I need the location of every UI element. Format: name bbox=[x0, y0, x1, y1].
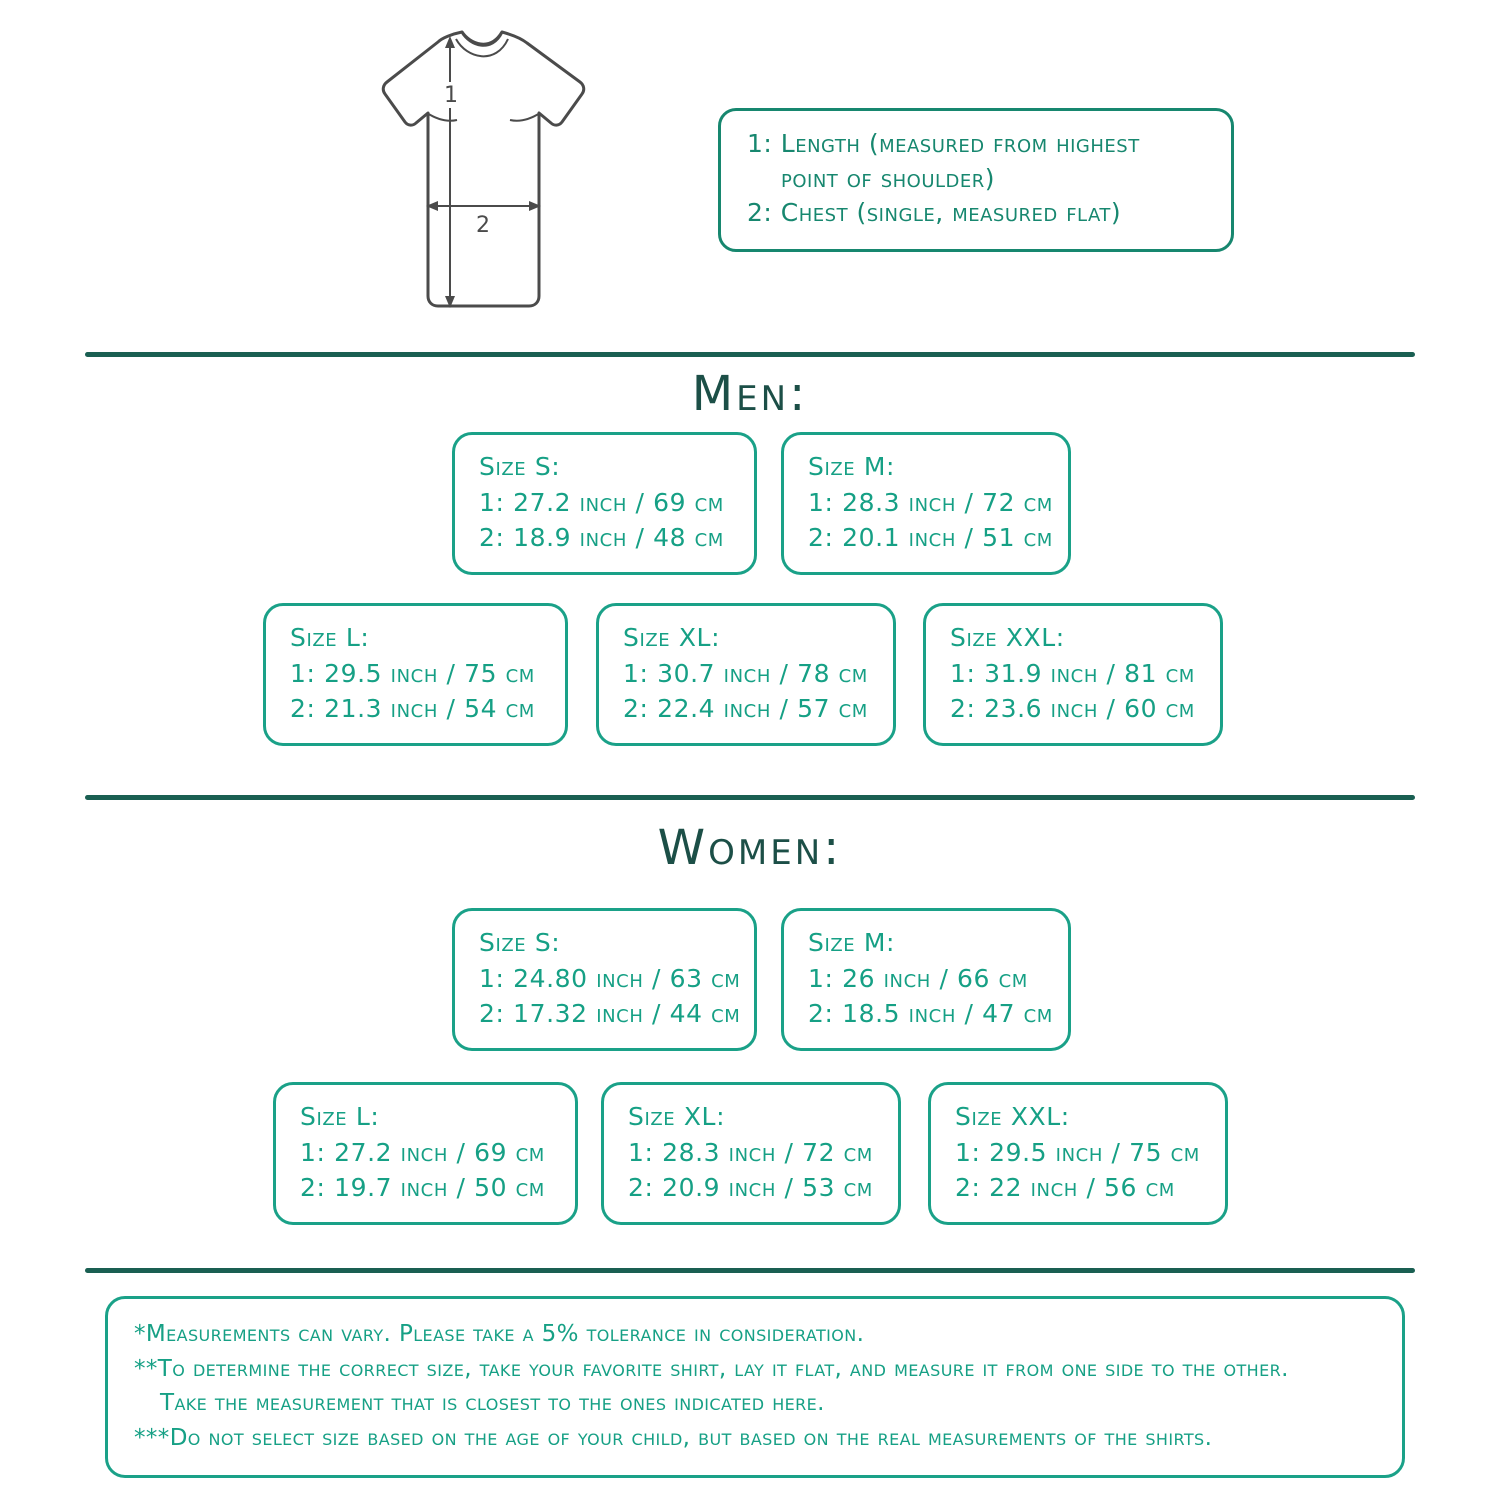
size-label: Size XL: bbox=[623, 623, 721, 652]
length-value: 1: 31.9 inch / 81 cm bbox=[950, 658, 1195, 688]
size-card-women-l bbox=[273, 1082, 578, 1225]
legend-length-line-2: point of shoulder) bbox=[781, 163, 996, 193]
length-value: 1: 28.3 inch / 72 cm bbox=[808, 487, 1053, 517]
size-card-women-m bbox=[781, 908, 1071, 1051]
legend-length-line-1: 1: Length (measured from highest bbox=[747, 129, 1140, 158]
size-label: Size M: bbox=[808, 452, 896, 481]
chest-value: 2: 18.9 inch / 48 cm bbox=[479, 523, 724, 552]
size-label: Size S: bbox=[479, 452, 561, 481]
size-card-men-m bbox=[781, 432, 1071, 575]
length-value: 1: 30.7 inch / 78 cm bbox=[623, 658, 868, 688]
legend-chest-line: 2: Chest (single, measured flat) bbox=[747, 198, 1122, 227]
size-label: Size XXL: bbox=[950, 623, 1065, 652]
section-title-men: Men: bbox=[691, 366, 809, 422]
measurement-legend-section bbox=[0, 0, 1500, 350]
length-value: 1: 24.80 inch / 63 cm bbox=[479, 963, 741, 993]
length-value: 1: 29.5 inch / 75 cm bbox=[290, 658, 535, 688]
size-label: Size XXL: bbox=[955, 1102, 1070, 1131]
legend-box bbox=[718, 108, 1234, 252]
size-label: Size L: bbox=[290, 623, 370, 652]
divider-top bbox=[85, 352, 1415, 357]
size-label: Size L: bbox=[300, 1102, 380, 1131]
note-age-warning: ***Do not select size based on the age of your child, but based on the real measurements of the shirts. bbox=[134, 1424, 1213, 1451]
chest-value: 2: 17.32 inch / 44 cm bbox=[479, 999, 741, 1028]
tshirt-diagram-icon bbox=[330, 20, 640, 330]
divider-bottom bbox=[85, 1268, 1415, 1273]
length-value: 1: 26 inch / 66 cm bbox=[808, 963, 1028, 993]
size-label: Size M: bbox=[808, 928, 896, 957]
length-value: 1: 29.5 inch / 75 cm bbox=[955, 1137, 1200, 1167]
notes-box bbox=[105, 1296, 1405, 1478]
chest-value: 2: 19.7 inch / 50 cm bbox=[300, 1173, 545, 1202]
size-card-women-xl bbox=[601, 1082, 901, 1225]
size-card-women-xxl bbox=[928, 1082, 1228, 1225]
chest-value: 2: 20.1 inch / 51 cm bbox=[808, 523, 1053, 552]
length-value: 1: 27.2 inch / 69 cm bbox=[300, 1137, 545, 1167]
size-label: Size XL: bbox=[628, 1102, 726, 1131]
chest-value: 2: 22.4 inch / 57 cm bbox=[623, 694, 868, 723]
note-how-to-measure-cont: Take the measurement that is closest to the ones indicated here. bbox=[160, 1390, 825, 1416]
length-value: 1: 27.2 inch / 69 cm bbox=[479, 487, 724, 517]
length-value: 1: 28.3 inch / 72 cm bbox=[628, 1137, 873, 1167]
size-card-men-l bbox=[263, 603, 568, 746]
chest-value: 2: 22 inch / 56 cm bbox=[955, 1173, 1175, 1202]
size-card-women-s bbox=[452, 908, 757, 1051]
note-tolerance: *Measurements can vary. Please take a 5% tolerance in consideration. bbox=[134, 1321, 865, 1347]
size-card-men-xxl bbox=[923, 603, 1223, 746]
figure-label-chest: 2 bbox=[476, 213, 490, 238]
size-label: Size S: bbox=[479, 928, 561, 957]
divider-middle bbox=[85, 795, 1415, 800]
figure-label-length: 1 bbox=[444, 83, 458, 108]
chest-value: 2: 23.6 inch / 60 cm bbox=[950, 694, 1195, 723]
chest-value: 2: 21.3 inch / 54 cm bbox=[290, 694, 535, 723]
size-card-men-xl bbox=[596, 603, 896, 746]
chest-value: 2: 18.5 inch / 47 cm bbox=[808, 999, 1053, 1028]
size-card-men-s bbox=[452, 432, 757, 575]
note-how-to-measure: **To determine the correct size, take your favorite shirt, lay it flat, and measure it from one side to the other. bbox=[134, 1355, 1289, 1382]
chest-value: 2: 20.9 inch / 53 cm bbox=[628, 1173, 873, 1202]
section-title-women: Women: bbox=[657, 820, 843, 876]
